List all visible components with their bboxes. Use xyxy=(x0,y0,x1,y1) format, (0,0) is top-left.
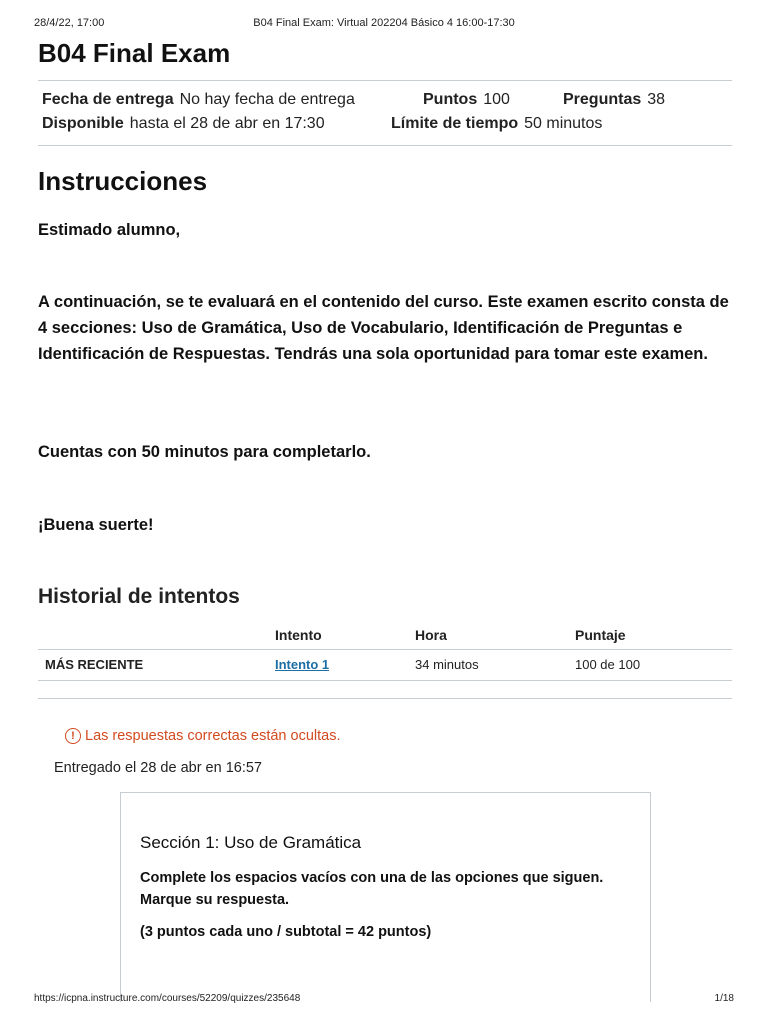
column-header-time: Hora xyxy=(415,627,447,643)
available-detail xyxy=(42,115,325,133)
time-limit-detail xyxy=(391,115,602,133)
question-prompt: Complete los espacios vacíos con una de las opciones que siguen. Marque su respuesta. xyxy=(140,870,604,908)
divider xyxy=(38,145,732,146)
due-date-label: Fecha de entrega xyxy=(42,91,174,108)
attempt-time: 34 minutos xyxy=(415,657,479,672)
available-label: Disponible xyxy=(42,115,124,132)
answers-hidden-notice xyxy=(65,728,341,744)
instructions-good-luck: ¡Buena suerte! xyxy=(38,516,154,534)
points-label: Puntos xyxy=(423,91,478,108)
points-detail xyxy=(423,91,510,109)
divider xyxy=(38,80,732,81)
points-note: (3 puntos cada uno / subtotal = 42 puntos) xyxy=(140,924,432,940)
instructions-body: A continuación, se te evaluará en el contenido del curso. Este examen escrito consta de 4 secciones: Uso de Gramática, Uso de Vocabulario, Identificación de Preguntas e Identificación de Respuestas. Tendrás una sola oportunidad para tomar este examen. xyxy=(38,293,729,363)
attempt-1-link[interactable]: Intento 1 xyxy=(275,657,330,672)
instructions-time-note: Cuentas con 50 minutos para completarlo. xyxy=(38,443,371,461)
print-datetime: 28/4/22, 17:00 xyxy=(34,17,105,29)
points-value: 100 xyxy=(483,91,510,108)
instructions-greeting: Estimado alumno, xyxy=(38,221,181,239)
divider xyxy=(38,698,732,699)
table-row-divider xyxy=(38,680,732,681)
column-header-score: Puntaje xyxy=(575,627,626,643)
questions-label: Preguntas xyxy=(563,91,642,108)
time-limit-label: Límite de tiempo xyxy=(391,115,519,132)
page-number: 1/18 xyxy=(714,993,734,1004)
page-title: B04 Final Exam xyxy=(38,38,231,68)
due-date-value: No hay fecha de entrega xyxy=(179,91,355,108)
submitted-timestamp: Entregado el 28 de abr en 16:57 xyxy=(54,760,262,776)
attempt-score: 100 de 100 xyxy=(575,657,641,672)
print-footer xyxy=(0,993,768,1007)
answers-hidden-text: Las respuestas correctas están ocultas. xyxy=(85,728,341,744)
questions-detail xyxy=(563,91,665,109)
print-document-title: B04 Final Exam: Virtual 202204 Básico 4 16:00-17:30 xyxy=(253,17,515,29)
table-header-divider xyxy=(38,649,732,650)
questions-value: 38 xyxy=(647,91,666,108)
column-header-attempt: Intento xyxy=(275,627,322,643)
row-label-latest: MÁS RECIENTE xyxy=(45,657,144,672)
due-date-detail xyxy=(42,91,355,109)
attempt-cell xyxy=(275,657,329,672)
instructions-heading: Instrucciones xyxy=(38,166,208,196)
section-title: Sección 1: Uso de Gramática xyxy=(140,833,362,852)
time-limit-value: 50 minutos xyxy=(524,115,603,132)
available-value: hasta el 28 de abr en 17:30 xyxy=(129,115,325,132)
exclamation-circle-icon: ! xyxy=(65,728,81,744)
print-header xyxy=(0,17,768,31)
print-url: https://icpna.instructure.com/courses/52209/quizzes/235648 xyxy=(34,993,301,1004)
question-box xyxy=(120,792,651,1002)
attempt-history-heading: Historial de intentos xyxy=(38,585,240,608)
